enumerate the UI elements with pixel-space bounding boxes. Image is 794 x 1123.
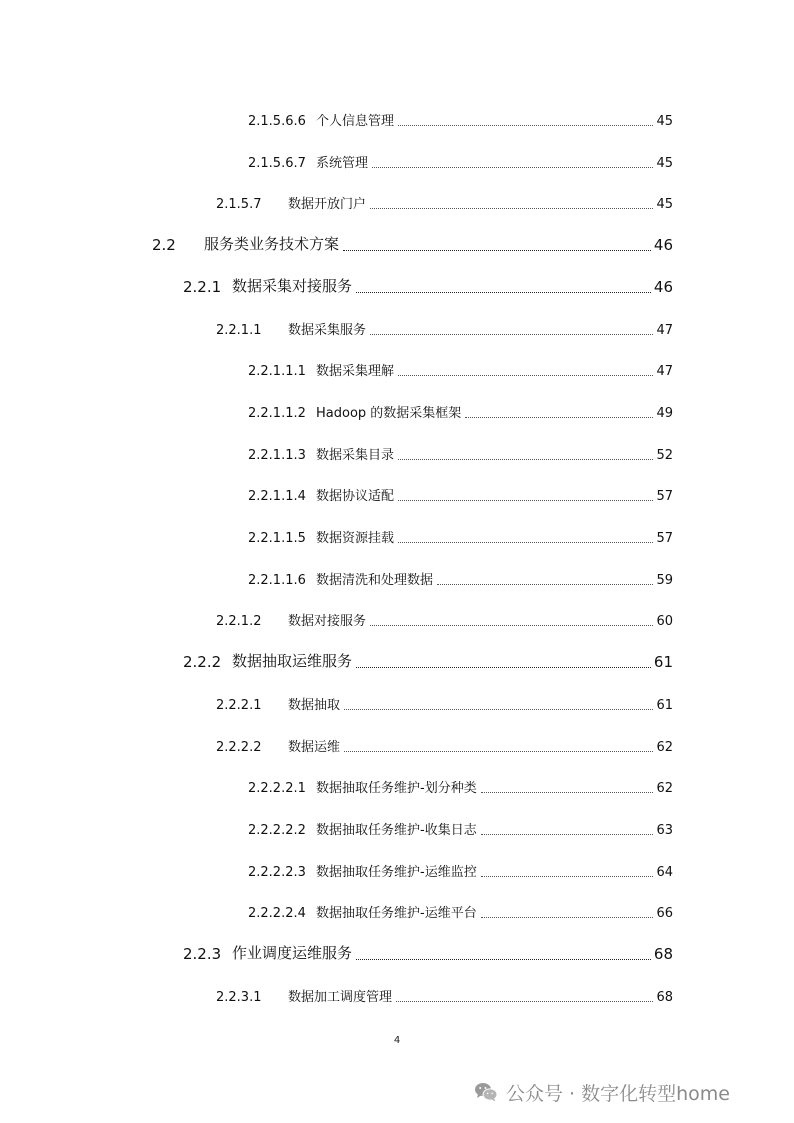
toc-entry[interactable] [0,649,794,671]
toc-entry[interactable] [0,399,794,421]
toc-page-number: 45 [656,155,673,171]
toc-page-number: 45 [656,197,673,213]
toc-number: 2.2.2 [183,653,222,672]
toc-page-number: 68 [653,945,673,963]
toc-number: 2.2.1.1.6 [248,572,306,588]
watermark [474,1075,730,1109]
toc-page-number: 49 [656,405,673,421]
toc-number: 2.2.2.2 [216,739,262,755]
toc-page-number: 68 [656,989,673,1005]
toc-leader-dots [481,834,653,835]
toc-leader-dots [396,1001,653,1002]
toc-leader-dots [398,375,653,376]
toc-number: 2.2.1.1.1 [248,364,306,380]
toc-title: 数据抽取任务维护-划分种类 [316,777,479,796]
toc-entry[interactable] [0,607,794,629]
toc-entry[interactable] [0,107,794,129]
toc-title: 数据抽取任务维护-运维监控 [316,861,479,880]
toc-page-number: 47 [656,364,673,380]
toc-leader-dots [370,208,653,209]
toc-entry[interactable] [0,232,794,254]
toc-number: 2.2.1 [183,277,222,296]
toc-number: 2.2.3.1 [216,989,262,1005]
toc-number: 2.2.2.2.2 [248,822,306,838]
toc-entry[interactable] [0,357,794,379]
toc-entry[interactable] [0,774,794,796]
toc-entry[interactable] [0,733,794,755]
toc-leader-dots [344,709,653,710]
toc-entry[interactable] [0,899,794,921]
toc-number: 2.2.1.2 [216,614,262,630]
toc-title: 数据采集目录 [316,444,396,463]
toc-number: 2.2.2.2.3 [248,864,306,880]
toc-page-number: 66 [656,906,673,922]
toc-entry[interactable] [0,566,794,588]
toc-entry[interactable] [0,190,794,212]
toc-page-number: 62 [656,739,673,755]
toc-page-number: 63 [656,822,673,838]
toc-number: 2.2.1.1.2 [248,405,306,421]
toc-number: 2.1.5.7 [216,197,262,213]
toc-page-number: 47 [656,322,673,338]
toc-title: 数据加工调度管理 [288,986,394,1005]
toc-title: 服务类业务技术方案 [204,235,340,254]
toc-title: 系统管理 [316,152,370,171]
toc-leader-dots [372,167,653,168]
toc-leader-dots [481,917,653,918]
toc-leader-dots [343,250,651,251]
toc-title: 数据开放门户 [288,193,368,212]
toc-title: 数据对接服务 [288,610,368,629]
toc-leader-dots [465,417,653,418]
toc-entry[interactable] [0,816,794,838]
toc-entry[interactable] [0,482,794,504]
toc-entry[interactable] [0,149,794,171]
toc-number: 2.2.3 [183,945,222,963]
toc-title: Hadoop 的数据采集框架 [316,402,463,421]
toc-title: 数据采集对接服务 [232,276,353,295]
toc-leader-dots [356,292,651,293]
toc-number: 2.2.2.2.1 [248,781,306,797]
toc-title: 数据清洗和处理数据 [316,569,435,588]
toc-leader-dots [370,625,653,626]
toc-page-number: 46 [653,277,673,296]
toc-title: 数据运维 [288,736,342,755]
toc-entry[interactable] [0,441,794,463]
wechat-icon [474,1081,498,1103]
toc-number: 2.1.5.6.7 [248,155,306,171]
toc-entry[interactable] [0,858,794,880]
toc-entry[interactable] [0,274,794,296]
toc-page-number: 45 [656,114,673,129]
page-number: 4 [393,1035,401,1046]
toc-page-number: 46 [653,236,673,255]
toc-leader-dots [481,792,653,793]
toc-leader-dots [398,542,653,543]
toc-title: 数据抽取任务维护-收集日志 [316,819,479,838]
toc-leader-dots [481,876,653,877]
toc-number: 2.2 [152,236,176,255]
toc-title: 数据资源挂载 [316,527,396,546]
toc-entry[interactable] [0,941,794,963]
toc-number: 2.2.1.1 [216,322,262,338]
toc-entry[interactable] [0,691,794,713]
toc-title: 个人信息管理 [316,110,396,129]
toc-leader-dots [356,959,651,960]
toc-page-number: 57 [656,489,673,505]
toc-leader-dots [398,459,653,460]
toc-page-number: 59 [656,572,673,588]
toc-leader-dots [370,334,653,335]
toc-leader-dots [344,751,653,752]
toc-page-number: 57 [656,531,673,546]
toc-title: 数据抽取运维服务 [232,652,353,671]
toc-number: 2.1.5.6.6 [248,114,306,129]
toc-number: 2.2.1.1.5 [248,531,306,546]
toc-title: 数据采集理解 [316,360,396,379]
toc-page-number: 61 [656,697,673,713]
toc-page-number: 62 [656,781,673,797]
toc-entry[interactable] [0,524,794,546]
toc-number: 2.2.2.2.4 [248,906,306,922]
toc-leader-dots [437,584,653,585]
toc-page-number: 64 [656,864,673,880]
toc-entry[interactable] [0,316,794,338]
toc-title: 数据抽取 [288,694,342,713]
toc-page-number: 52 [656,447,673,463]
toc-page-number: 61 [653,653,673,672]
watermark-text: 公众号 · 数字化转型home [506,1082,730,1105]
toc-leader-dots [398,125,653,126]
toc-entry[interactable] [0,983,794,1005]
toc-title: 作业调度运维服务 [232,944,353,962]
toc-title: 数据抽取任务维护-运维平台 [316,902,479,921]
toc-page-number: 60 [656,614,673,630]
toc-number: 2.2.1.1.3 [248,447,306,463]
toc-leader-dots [356,667,651,668]
toc-title: 数据协议适配 [316,485,396,504]
toc-number: 2.2.1.1.4 [248,489,306,505]
toc-number: 2.2.2.1 [216,697,262,713]
toc-leader-dots [398,500,653,501]
toc-title: 数据采集服务 [288,319,368,338]
